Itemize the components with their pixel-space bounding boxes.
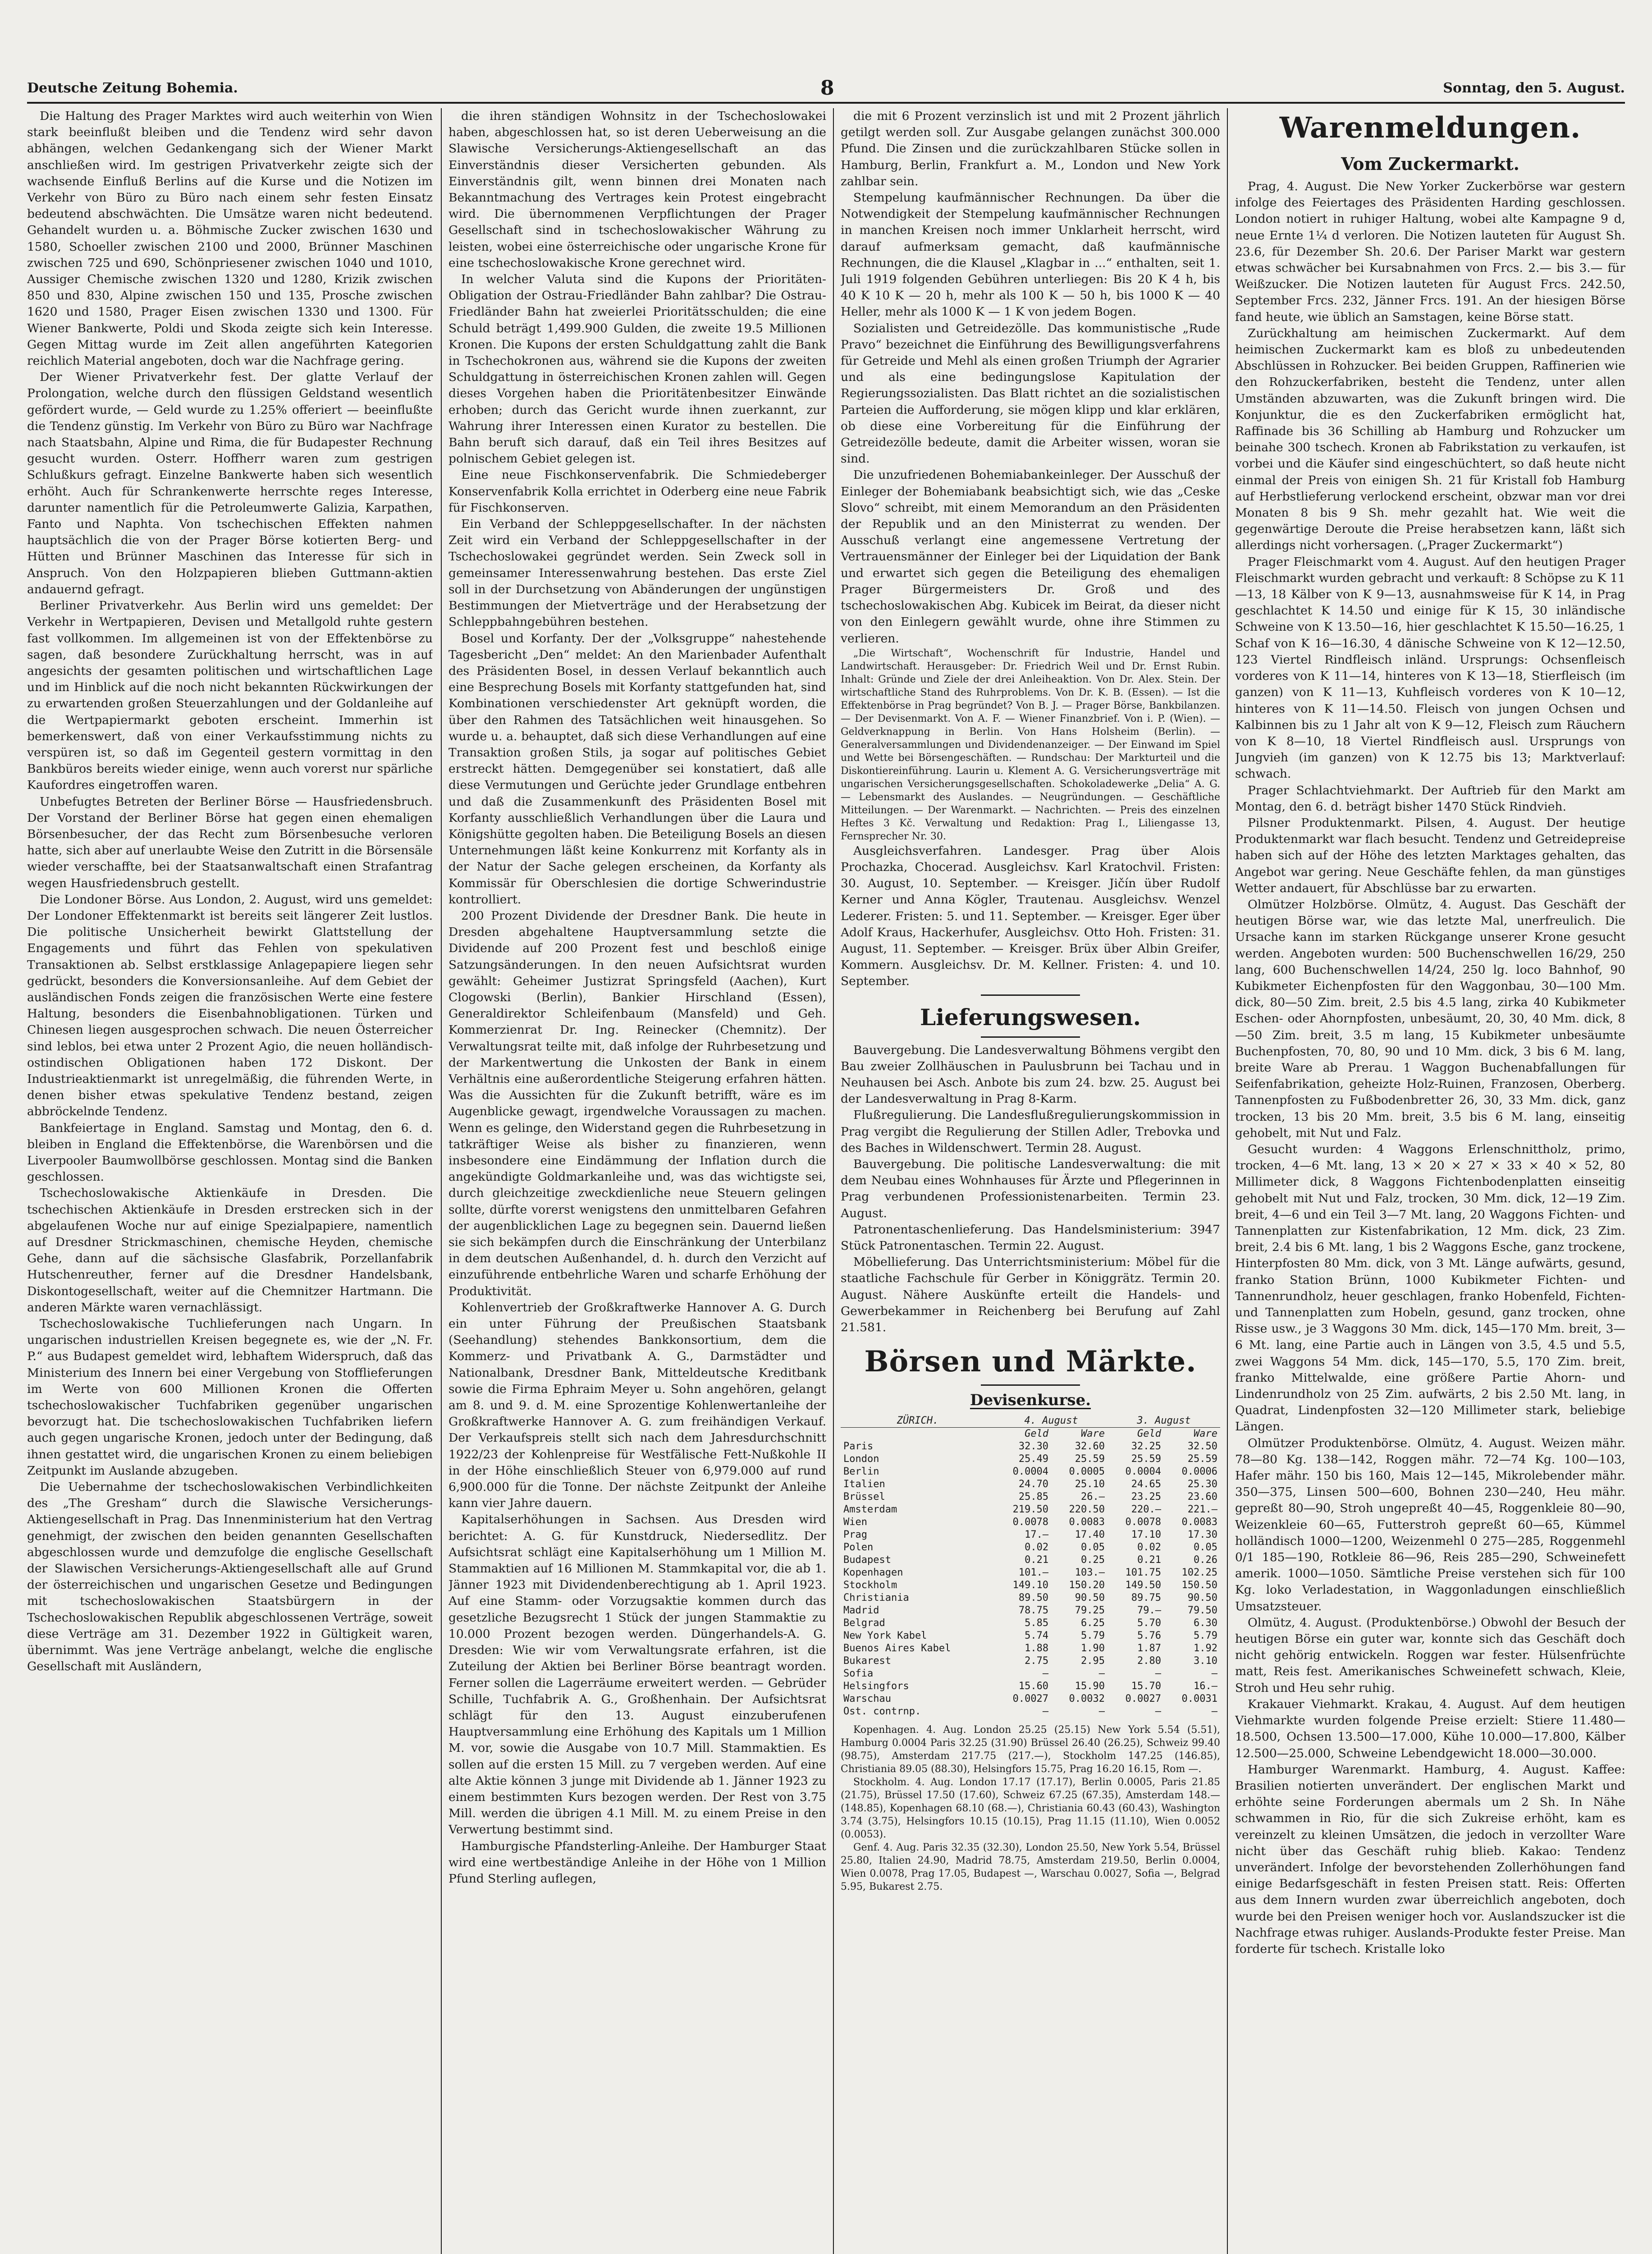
devisen-row: [841, 1541, 1220, 1554]
devisen-value: 0.21: [1137, 1554, 1161, 1566]
devisen-value: 6.30: [1194, 1617, 1217, 1629]
devisen-row: [841, 1630, 1220, 1642]
article-paragraph: Bankfeiertage in England. Samstag und Montag, den 6. d. bleiben in England die Effektenbörse, die Warenbörsen und die Liverpooler Baumwollbörse geschlossen. Montag sind die Banken geschlossen.: [27, 1121, 433, 1184]
devisen-place: Helsingfors: [843, 1681, 909, 1692]
devisen-value: 32.60: [1075, 1441, 1105, 1452]
column-2: [448, 108, 826, 2254]
devisen-value: 2.80: [1137, 1655, 1161, 1667]
devisen-value: 25.30: [1187, 1479, 1217, 1490]
article-paragraph: Kapitalserhöhungen in Sachsen. Aus Dresden wird berichtet: A. G. für Kunstdruck, Niedersedlitz. Der Aufsichtsrat schlägt eine Kapitalserhöhung um 1 Million M. Stammaktien auf 16 Millionen M. Stammkapital vor, die ab 1. Jänner 1923 mit Dividendenberechtigung ab 1. April 1923. Auf eine Stamm- oder Vorzugsaktie kommen durch das gesetzliche Bezugsrecht 1 Stück der jungen Stammaktie zu 10.000 Prozent bezogen werden. Düngerhandels-A. G. Dresden: Wie wir vom Verwaltungsrate erfahren, ist die Zuteilung der Aktien bei Berliner Börse beantragt worden. Ferner sollen die Lagerräume erweitert werden. — Gebrüder Schille, Tuchfabrik A. G., Großhenhain. Der Aufsichtsrat schlägt für den 13. August einzuberufenen Hauptversammlung eine Erhöhung des Kapitals um 1 Million M. vor, sowie die Ausgabe von 10.7 Mill. Stammaktien. Es sollen auf die ersten 15 Mill. zu 7 vergeben werden. Auf eine alte Aktie können 3 junge mit Dividende ab 1. Jänner 1923 zu einem bestimmten Kurs bezogen werden. Der Rest von 3.75 Mill. werden die übrigen 4.1 Mill. M. zu einem Preise in den Verwertung bestimmt sind.: [448, 1512, 826, 1837]
devisen-place: Amsterdam: [843, 1504, 897, 1516]
devisen-value: 0.05: [1194, 1542, 1217, 1553]
column-rule: [833, 108, 834, 2254]
devisen-value: 23.25: [1131, 1491, 1161, 1503]
devisen-value: 0.0027: [1012, 1693, 1049, 1705]
devisen-row: [841, 1466, 1220, 1478]
devisen-value: 79.50: [1187, 1605, 1217, 1617]
devisen-row: [841, 1516, 1220, 1529]
devisen-row: [841, 1693, 1220, 1705]
article-paragraph: Prager Schlachtviehmarkt. Der Auftrieb für den Markt am Montag, den 6. d. beträgt bisher 1470 Stück Rindvieh.: [1235, 783, 1625, 814]
devisen-row: [841, 1668, 1220, 1680]
devisen-place: Polen: [843, 1542, 874, 1553]
devisen-place: Warschau: [843, 1693, 891, 1705]
article-paragraph: Prag, 4. August. Die New Yorker Zuckerbörse war gestern infolge des Feiertages des Präsidenten Harding geschlossen. London notiert in ruhiger Haltung, wobei alte Kampagne 9 d, neue Ernte 1¼ d verloren. Die Notizen lauteten für August Sh. 23.6, für Dezember Sh. 20.6. Der Pariser Markt war gestern etwas schwächer bei Kursabnahmen von Frcs. 2.— bis 3.— für Weißzucker. Die Notizen lauteten für August Frcs. 242.50, September Frcs. 232, Jänner Frcs. 191. An der hiesigen Börse fand heute, wie üblich an Samstagen, keine Börse statt.: [1235, 179, 1625, 324]
article-paragraph: Ausgleichsverfahren. Landesger. Prag über Alois Prochazka, Chocerad. Ausgleichsv. Karl Kratochvil. Fristen: 30. August, 10. September. — Kreisger. Jičín über Rudolf Kerner und Anna Kögler, Trautenau. Ausgleichsv. Wenzel Lederer. Fristen: 5. und 11. September. — Kreisger. Eger über Adolf Kraus, Hackerhufer, Ausgleichsv. Otto Hoh. Fristen: 31. August, 11. September. — Kreisger. Brüx über Albin Greifer, Kommern. Ausgleichsv. Dr. M. Kellner. Fristen: 4. und 10. September.: [841, 843, 1220, 989]
article-paragraph: Gesucht wurden: 4 Waggons Erlenschnittholz, primo, trocken, 4—6 Mt. lang, 13 × 20 × 27 × 33 × 40 × 52, 80 Millimeter dick, 8 Waggons Fichtenbodenplatten einseitig gehobelt mit Nut und Falz, trocken, 30 Mm. dick, 12—19 Zim. breit, 4—6 und ein Teil 3—7 Mt. lang, 20 Waggons Fichten- und Tannenplatten zur Kistenfabrikation, 12 Mm. dick, 23 Zim. breit, 2.4 bis 6 Mt. lang, 1 bis 2 Waggons Esche, ganz trockene, Hinterpfosten 80 Mm. dick, von 3 Mt. Länge aufwärts, gesund, franko Station Brünn, 1000 Kubikmeter Fichten- und Tannenrundholz, heuer geschlagen, franko Hobenfeld, Fichten- und Tannenplatten zum Hobeln, gesund, ganz trocken, ohne Risse usw., je 3 Waggons 30 Mm. dick, 145—170 Mm. breit, 3—6 Mt. lang, eine Partie auch in Längen von 3.5, 4.5 und 5.5, zwei Waggons 54 Mm. dick, 145—170, 5.5, 170 Zim. breit, franko Mittelwalde, eine größere Partie Ahorn- und Lindenrundholz von 25 Zim. aufwärts, 2 bis 2.50 Mt. lang, in Quadrat, Lindenpfosten 32—120 Millimeter stark, beliebige Längen.: [1235, 1142, 1625, 1434]
devisen-value: —: [1155, 1706, 1161, 1718]
devisen-value: 1.88: [1025, 1643, 1049, 1654]
devisen-value: 149.50: [1125, 1580, 1161, 1591]
article-paragraph: Tschechoslowakische Tuchlieferungen nach Ungarn. In ungarischen industriellen Kreisen begegnete es, wie der „N. Fr. P.“ aus Budapest gemeldet wird, lebhaftem Widerspruch, daß das Ministerium des Innern bei einer Vergebung von Stofflieferungen im Werte von 600 Millionen Kronen die Offerten tschechoslowakischer Tuchfabriken gegenüber ungarischen bevorzugt hat. Die tschechoslowakischen Tuchfabriken liefern auch gegen ungarische Kronen, jedoch unter der Bedingung, daß ihnen gestattet wird, die ungarischen Kronen zu einem beliebigen Zeitpunkt im Auslande abzugeben.: [27, 1317, 433, 1478]
devisen-value: —: [1098, 1668, 1105, 1680]
devisen-value: 220.—: [1131, 1504, 1161, 1516]
devisen-place: Kopenhagen: [843, 1567, 903, 1579]
devisen-value: 5.76: [1137, 1630, 1161, 1642]
devisen-value: 6.25: [1081, 1617, 1105, 1629]
devisen-value: 17.10: [1131, 1529, 1161, 1541]
section-heading-lieferungswesen: Lieferungswesen.: [920, 1003, 1141, 1031]
article-paragraph: Hamburgische Pfandsterling-Anleihe. Der Hamburger Staat wird eine wertbeständige Anleihe in der Höhe von 1 Million Pfund Sterling auflegen,: [448, 1839, 826, 1886]
devisen-place: Buenos Aires Kabel: [843, 1643, 951, 1654]
devisen-value: 102.25: [1181, 1567, 1217, 1579]
article-paragraph: Pilsner Produktenmarkt. Pilsen, 4. August. Der heutige Produktenmarkt war flach besucht. Tendenz und Getreidepreise haben sich auf der Höhe des letzten Marktages gehalten, das Angebot war gering. Neue Geschäfte fehlen, da man günstiges Wetter andauert, für Abschlüsse bar zu erwarten.: [1235, 815, 1625, 895]
devisen-value: 0.02: [1025, 1542, 1049, 1553]
devisen-value: 0.02: [1137, 1542, 1161, 1553]
masthead-rule: [27, 102, 1625, 104]
devisen-value: 26.—: [1081, 1491, 1105, 1503]
devisen-value: 89.75: [1131, 1592, 1161, 1604]
article-paragraph: die mit 6 Prozent verzinslich ist und mit 2 Prozent jährlich getilgt werden soll. Zur Ausgabe gelangen zunächst 300.000 Pfund. Die Zinsen und die zurückzahlbaren Stücke sollen in Hamburg, Berlin, Frankfurt a. M., London und New York zahlbar sein.: [841, 109, 1220, 188]
devisen-value: 79.25: [1075, 1605, 1105, 1617]
col-ware: Ware: [1081, 1428, 1105, 1440]
col-ware: Ware: [1194, 1428, 1217, 1440]
column-4: [1235, 108, 1625, 2254]
page-number: 8: [820, 77, 834, 100]
devisen-value: 5.85: [1025, 1617, 1049, 1629]
devisen-value: 2.95: [1081, 1655, 1105, 1667]
devisen-value: 79.—: [1137, 1605, 1161, 1617]
devisen-value: 1.87: [1137, 1643, 1161, 1654]
devisen-value: 25.85: [1018, 1491, 1049, 1503]
devisen-place: Bukarest: [843, 1655, 891, 1667]
devisen-place: Wien: [843, 1516, 867, 1528]
devisen-value: 0.0006: [1181, 1466, 1217, 1478]
market-note: Genf. 4. Aug. Paris 32.35 (32.30), London 25.50, New York 5.54, Brüssel 25.80, Italien 24.90, Madrid 78.75, Amsterdam 219.50, Berlin 0.0004, Wien 0.0078, Prag 17.05, Budapest —, Warschau 0.0027, Sofia —, Belgrad 5.95, Bukarest 2.75.: [841, 1842, 1220, 1893]
devisen-value: 1.90: [1081, 1643, 1105, 1654]
devisen-value: 0.0083: [1181, 1516, 1217, 1528]
section-subheading-zuckermarkt: Vom Zuckermarkt.: [1341, 154, 1519, 174]
devisen-value: 16.—: [1194, 1681, 1217, 1692]
article-paragraph: Kohlenvertrieb der Großkraftwerke Hannover A. G. Durch ein unter Führung der Preußischen Staatsbank (Seehandlung) stehendes Bankkonsortium, dem die Kommerz- und Privatbank A. G., Darmstädter und Nationalbank, Dresdner Bank, Mitteldeutsche Kreditbank sowie die Firma Ephraim Meyer u. Sohn angehören, gelangt am 8. und 9. d. M. eine Sprozentige Kohlenwertanleihe der Großkraftwerke Hannover A. G. zum freihändigen Verkauf. Der Verkaufspreis stellt sich nach dem Jahresdurchschnitt 1922/23 der Kohlenpreise für Westfälische Fett-Nußkohle II in der Höhe einschließlich Steuer von 6,979.000 auf rund 6,900.000 für die Tonne. Der nächste Zeitpunkt der Anleihe kann vier Jahre dauern.: [448, 1300, 826, 1511]
devisen-place: Madrid: [843, 1605, 879, 1617]
section-heading-warenmeldungen: Warenmeldungen.: [1279, 111, 1581, 145]
masthead: [27, 77, 1625, 103]
devisen-value: 17.40: [1075, 1529, 1105, 1541]
devisen-place: Brüssel: [843, 1491, 885, 1503]
article-paragraph: Hamburger Warenmarkt. Hamburg, 4. August. Kaffee: Brasilien notierten unverändert. Der englischen Markt und erhöhte seine Forderungen abermals um 2 Sh. In Nähe schwammen in Rio, für die sich Zukreise erhöht, kam es vereinzelt zu kleinen Umsätzen, die jedoch in verzollter Ware nicht über das Geschäft ruhig blieb. Kakao: Tendenz unverändert. Infolge der bevorstehenden Zollerhöhungen fand einige Bedarfsgeschäft in festen Preisen statt. Reis: Offerten aus dem Innern wurden zwar überreichlich angeboten, doch wurde bei den Preisen weniger hoch vor. Auslandszucker ist die Nachfrage etwas ruhiger. Auslands-Produkte fester Preise. Man forderte für tschech. Kristalle loko: [1235, 1762, 1625, 1956]
article-paragraph: Berliner Privatverkehr. Aus Berlin wird uns gemeldet: Der Verkehr in Wertpapieren, Devisen und Metallgold ruhte gestern fast vollkommen. Im allgemeinen ist von der Effektenbörse zu sagen, daß besondere Zurückhaltung herrscht, was in auf angesichts der gesamten politischen und wirtschaftlichen Lage und im Hinblick auf die noch nicht bekannten Rückwirkungen der zu erwartenden großen Steuerzahlungen und der Goldanleihe auf die Wertpapiermarkt geboten erscheint. Immerhin ist bemerkenswert, daß von einer Verkaufsstimmung nichts zu verspüren ist, so daß im Gegenteil gestern vormittag in den Bankbüros bereits wieder einige, wenn auch vorerst nur spärliche Kaufordres eingetroffen waren.: [27, 599, 433, 793]
devisen-value: 24.65: [1131, 1479, 1161, 1490]
devisen-value: 1.92: [1194, 1643, 1217, 1654]
article-paragraph: Unbefugtes Betreten der Berliner Börse — Hausfriedensbruch. Der Vorstand der Berliner Börse hat gegen einen ehemaligen Börsenbesucher, der das Recht zum Börsenbesuche verloren hatte, sich aber auf unerlaubte Weise den Zutritt in die Börsensäle wieder verschaffte, bei der Staatsanwaltschaft einen Strafantrag wegen Hausfriedensbruch gestellt.: [27, 794, 433, 890]
devisen-value: 15.90: [1075, 1681, 1105, 1692]
devisen-value: 0.0078: [1125, 1516, 1161, 1528]
article-paragraph: Olmütz, 4. August. (Produktenbörse.) Obwohl der Besuch der heutigen Börse ein guter war, konnte sich das Geschäft doch nicht gehörig entwickeln. Roggen war fester. Hülsenfrüchte matt, Reis fest. Amerikanisches Schweinefett schwach, Kleie, Stroh und Heu sehr ruhig.: [1235, 1615, 1625, 1695]
devisen-value: 15.60: [1018, 1681, 1049, 1692]
devisen-place: Prag: [843, 1529, 867, 1541]
devisen-value: 25.59: [1131, 1453, 1161, 1465]
devisen-value: 0.0032: [1069, 1693, 1105, 1705]
devisen-place: Italien: [843, 1479, 885, 1490]
devisen-value: 5.79: [1081, 1630, 1105, 1642]
devisen-value: 103.—: [1075, 1567, 1105, 1579]
devisen-row: [841, 1705, 1220, 1718]
column-rule: [441, 108, 442, 2254]
article-paragraph: Die Londoner Börse. Aus London, 2. August, wird uns gemeldet: Der Londoner Effektenmarkt ist bereits seit längerer Zeit lustlos. Die politische Unsicherheit bewirkt Glattstellung der Engagements und führt das Fehlen von spekulativen Transaktionen ab. Selbst erstklassige Anlagepapiere liegen sehr gedrückt, besonders die Konversionsanleihe. Auf dem Gebiet der ausländischen Fonds zeigen die französischen Werte eine festere Haltung, besonders die Eisenbahnobligationen. Türken und Chinesen liegen ausgesprochen schwach. Die neuen Österreicher sind leblos, bei etwa unter 2 Prozent Agio, die neuen holländisch-ostindischen Obligationen haben 172 Diskont. Der Industrieaktienmarkt ist unregelmäßig, die führenden Werte, in denen bisher etwas spekulative Tendenz bestand, zeigen abbröckelnde Tendenz.: [27, 892, 433, 1119]
devisen-value: 0.0004: [1012, 1466, 1049, 1478]
devisen-row: [841, 1579, 1220, 1592]
devisen-value: 0.0031: [1181, 1693, 1217, 1705]
devisen-row: [841, 1680, 1220, 1693]
issue-date: Sonntag, den 5. August.: [1443, 80, 1625, 96]
devisen-value: 17.—: [1025, 1529, 1049, 1541]
article-paragraph: In welcher Valuta sind die Kupons der Prioritäten-Obligation der Ostrau-Friedländer Bahn zahlbar? Die Ostrau-Friedländer Bahn hat zweierlei Prioritätsschulden; die eine Schuld beträgt 1,499.900 Gulden, die zweite 19.5 Millionen Kronen. Die Kupons der ersten Schuldgattung zahlt die Bank in Tschechokronen aus, während sie die Kupons der zweiten Schuldgattung in österreichischen Kronen zahlen will. Gegen dieses Vorgehen haben die Prioritätenbesitzer Einwände erhoben; durch das Gericht wurde ihnen zuerkannt, zur Wahrung ihrer Interessen einen Kurator zu bestellen. Die Bahn beruft sich darauf, daß ein Teil ihres Besitzes auf polnischem Gebiet gelegen ist.: [448, 272, 826, 466]
devisen-row: [841, 1440, 1220, 1453]
devisen-value: 23.60: [1187, 1491, 1217, 1503]
devisen-value: 0.0005: [1069, 1466, 1105, 1478]
article-paragraph: Olmützer Produktenbörse. Olmütz, 4. August. Weizen mähr. 78—80 Kg. 138—142, Roggen mähr. 72—74 Kg. 100—103, Hafer mähr. 150 bis 160, Mais 12—145, Mikrolebender mähr. 350—375, Linsen 500—600, Bohnen 230—240, Heu mähr. gepreßt 80—90, Stroh ungepreßt 40—45, Roggenkleie 80—90, Weizenkleie 60—65, Futterstroh gepreßt 60—65, Kümmel holländisch 1000—1200, Weizenmehl 0 275—285, Roggenmehl 0/1 185—190, Rotkleie 86—96, Reis 285—290, Schweinefett amerik. 1000—1050. Sämtliche Preise verstehen sich für 100 Kg. loko Verladestation, in Waggonladungen einschließlich Umsatzsteuer.: [1235, 1436, 1625, 1613]
devisen-value: 25.59: [1075, 1453, 1105, 1465]
devisen-place: Budapest: [843, 1554, 891, 1566]
devisen-value: 25.59: [1187, 1453, 1217, 1465]
devisen-value: 24.70: [1018, 1479, 1049, 1490]
devisen-value: 3.10: [1194, 1655, 1217, 1667]
devisen-value: 89.50: [1018, 1592, 1049, 1604]
article-paragraph: Bauvergebung. Die politische Landesverwaltung: die mit dem Neubau eines Wohnhauses für Ärzte und Pflegerinnen in Prag verbundenen Professionistenarbeiten. Termin 23. August.: [841, 1157, 1220, 1220]
section-heading-boersen: Börsen und Märkte.: [864, 1345, 1197, 1379]
article-paragraph: Sozialisten und Getreidezölle. Das kommunistische „Rude Pravo“ bezeichnet die Einführung des Bewilligungsverfahrens für Getreide und Mehl als einen großen Triumph der Agrarier und als eine bedingungslose Kapitulation der Regierungssozialisten. Das Blatt richtet an die sozialistischen Parteien die Aufforderung, sie mögen klipp und klar erklären, ob diese eine Vorbereitung für die Einführung der Getreidezölle bedeute, damit die Arbeiter wissen, woran sie sind.: [841, 321, 1220, 466]
article-paragraph: Eine neue Fischkonservenfabrik. Die Schmiedeberger Konservenfabrik Kolla errichtet in Oderberg eine neue Fabrik für Fischkonserven.: [448, 468, 826, 515]
article-paragraph: Bauvergebung. Die Landesverwaltung Böhmens vergibt den Bau zweier Zollhäuschen in Paulusbrunn bei Tachau und in Neuhausen bei Asch. Anbote bis zum 24. bzw. 25. August bei der Landesverwaltung in Prag 8-Karm.: [841, 1043, 1220, 1106]
devisen-value: 90.50: [1187, 1592, 1217, 1604]
devisen-value: 15.70: [1131, 1681, 1161, 1692]
article-paragraph: Bosel und Korfanty. Der der „Volksgruppe“ nahestehende Tagesbericht „Den“ meldet: An den Marienbader Aufenthalt des Präsidenten Bosel, in dessen Verlauf bekanntlich auch eine Besprechung Bosels mit Korfanty stattgefunden hat, sind Kombinationen verschiedenster Art geknüpft worden, die über den Rahmen des Tatsächlichen weit hinausgehen. So wurde u. a. behauptet, daß sich diese Verhandlungen auf eine Transaktion großen Stils, ja sogar auf politisches Gebiet erstreckt hätten. Demgegenüber sei konstatiert, daß alle diese Vermutungen und Gerüchte jeder Grundlage entbehren und daß die Zusammenkunft des Präsidenten Bosel mit Korfanty ausschließlich Verhandlungen über die Laura und Königshütte gegolten haben. Die Beteiligung Bosels an diesen Unternehmungen läßt keine Konkurrenz mit Korfanty als in der Natur der Sache gelegen erscheinen, da Korfanty als Kommissär für Oberschlesien die dortige Schwerindustrie kontrolliert.: [448, 631, 826, 907]
devisen-place: Ost. contrnp.: [843, 1706, 921, 1718]
devisen-place: Sofia: [843, 1668, 874, 1680]
devisen-row: [841, 1617, 1220, 1630]
devisen-value: 5.74: [1025, 1630, 1049, 1642]
devisen-date-2: 3. August: [1107, 1415, 1220, 1428]
devisen-value: —: [1155, 1668, 1161, 1680]
devisen-value: 25.49: [1018, 1453, 1049, 1465]
devisen-value: 0.26: [1194, 1554, 1217, 1566]
devisen-row: [841, 1592, 1220, 1604]
column-1: [27, 108, 433, 2254]
devisen-row: [841, 1567, 1220, 1579]
article-paragraph: Zurückhaltung am heimischen Zuckermarkt. Auf dem heimischen Zuckermarkt kam es bloß zu unbedeutenden Abschlüssen in Rohzucker. Bei beiden Gruppen, Raffinerien wie den Rohzuckerfabriken, besteht die Tendenz, unter allen Umständen abzuwarten, was die Zukunft bringen wird. Die Konjunktur, die es den Zuckerfabriken ermöglicht hat, Raffinade bis 36 Schilling ab Hamburg und Rohzucker um beinahe 300 tschech. Kronen ab Fabrikstation zu verkaufen, ist vorbei und die Käufer sind eingeschüchtert, so daß heute nicht einmal der Preis von einigen Sh. 21 für Kristall fob Hamburg auf Herbstlieferung verlockend erscheint, obzwar man vor drei Monaten 8 bis 9 Sh. mehr gezahlt hat. Wie weit die gegenwärtige Deroute die Preise herabsetzen kann, läßt sich allerdings nicht vorhersagen. („Prager Zuckermarkt“): [1235, 326, 1625, 553]
devisen-value: —: [1098, 1706, 1105, 1718]
paper-title: Deutsche Zeitung Bohemia.: [27, 80, 238, 96]
devisen-value: 25.10: [1075, 1479, 1105, 1490]
devisen-value: 219.50: [1012, 1504, 1049, 1516]
article-paragraph: Die Haltung des Prager Marktes wird auch weiterhin von Wien stark beeinflußt bleiben und die Tendenz wird sehr davon abhängen, welchen Gedankengang sich der Wiener Markt anschließen wird. Im gestrigen Privatverkehr zeigte sich der wachsende Einfluß Berlins auf die Kurse und die Notizen im Verkehr von Büro zu Büro nach einem sehr festen Einsatz bedeutend abschwächten. Die Umsätze waren nicht bedeutend. Gehandelt wurden u. a. Böhmische Zucker zwischen 1630 und 1580, Schoeller zwischen 2100 und 2000, Brünner Maschinen zwischen 725 und 690, Schönpriesener zwischen 1040 und 1010, Aussiger Chemische zwischen 1320 und 1280, Krizik zwischen 850 und 830, Alpine zwischen 150 und 135, Prosche zwischen 1620 und 1580, Prager Eisen zwischen 1330 und 1300. Für Wiener Bankwerte, Poldi und Skoda zeigte sich kein Interesse. Gegen Mittag wurde im Zeit allen angeführten Kategorien reichlich Material angeboten, doch war die Nachfrage gering.: [27, 109, 433, 368]
article-paragraph: Ein Verband der Schleppgesellschafter. In der nächsten Zeit wird ein Verband der Schleppgesellschafter in der Tschechoslowakei gegründet werden. Sein Zweck soll in gemeinsamer Interessenwahrung bestehen. Das erste Ziel soll in der Durchsetzung von Abänderungen der ungünstigen Bestimmungen der Mietverträge und der Herabsetzung der Schleppbahngebühren bestehen.: [448, 517, 826, 629]
devisen-row: [841, 1491, 1220, 1503]
devisen-city: ZÜRICH.: [841, 1415, 995, 1428]
devisen-value: 101.75: [1125, 1567, 1161, 1579]
article-paragraph: Olmützer Holzbörse. Olmütz, 4. August. Das Geschäft der heutigen Börse war, wie das letzte Mal, unerfreulich. Die Ursache kann im starken Rückgange unserer Krone gesucht werden. Angeboten wurden: 500 Buchenschwellen 16/29, 250 lang, 600 Buchenschwellen 14/24, 250 lg. loco Bahnhof, 90 Kubikmeter Eichenpfosten für den Waggonbau, 30—100 Mm. dick, 80—50 Zim. breit, 2.5 bis 4.5 lang, zirka 40 Kubikmeter Eschen- oder Ahornpfosten, unbesäumt, 20, 30, 40 Mm. dick, 8—50 Zim. breit, 3.5 m lang, 15 Kubikmeter unbesäumte Buchenpfosten, 70, 80, 90 und 10 Mm. dick, 3 bis 6 M. lang, breite Ware ab Prerau. 1 Waggon Buchenabfallungen für Seifenfabrikation, geheizte Holz-Ruinen, Franzosen, Oberberg. Tannenpfosten zu Fußbodenbretter 26, 30, 33 Mm. dick, ganz trocken, 13 bis 20 Mm. breit, 3.5 bis 6 M. lang, einseitig gehobelt, mit Nut und Falz.: [1235, 897, 1625, 1140]
article-paragraph: Stempelung kaufmännischer Rechnungen. Da über die Notwendigkeit der Stempelung kaufmännischer Rechnungen in manchen Kreisen noch immer Unklarheit herrscht, wird darauf aufmerksam gemacht, daß kaufmännische Rechnungen, die die Klausel „Klagbar in ...“ enthalten, seit 1. Juli 1919 folgenden Gebühren unterliegen: Bis 20 K 4 h, bis 40 K 10 K — 20 h, mehr als 100 K — 50 h, bis 1000 K — 40 Heller, mehr als 1000 K — 1 K von jedem Bogen.: [841, 191, 1220, 319]
col-geld: Geld: [1025, 1428, 1049, 1440]
devisen-value: —: [1211, 1706, 1217, 1718]
devisen-value: 150.20: [1069, 1580, 1105, 1591]
article-paragraph: Prager Fleischmarkt vom 4. August. Auf den heutigen Prager Fleischmarkt wurden gebracht und verkauft: 8 Schöpse zu K 11—13, 18 Kälber von K 9—13, ausnahmsweise für K 14, in Prag geschlachtet K 14.50 und einige für K 15, 30 inländische Schweine von K 13.50—16, hier geschlachtet K 15.50—16.25, 1 Schaf von K 16—16.30, 4 dänische Schweine von K 12—12.50, 123 Viertel Rindfleisch inländ. Ursprungs: Ochsenfleisch vorderes von K 11—14, hinteres von K 13—18, Stierfleisch (im ganzen) von K 11—13, Kuhfleisch vorderes von K 10—12, hinteres von K 11—14.50. Fleisch von jungen Ochsen und Kalbinnen bis zu 1 Jahr alt von K 9—12, Fleisch zum Räuchern von K 8—10, 18 Viertel Rindfleisch ausl. Ursprungs von Jungvieh (im ganzen) von K 12.75 bis 13; Marktverlauf: schwach.: [1235, 554, 1625, 781]
devisen-place: London: [843, 1453, 879, 1465]
col-geld: Geld: [1137, 1428, 1161, 1440]
devisen-place: Christiania: [843, 1592, 909, 1604]
devisen-row: [841, 1478, 1220, 1491]
devisen-value: 0.21: [1025, 1554, 1049, 1566]
devisen-value: 221.—: [1187, 1504, 1217, 1516]
devisen-value: 0.0078: [1012, 1516, 1049, 1528]
devisen-value: 149.10: [1012, 1580, 1049, 1591]
devisen-row: [841, 1642, 1220, 1655]
article-paragraph: „Die Wirtschaft“, Wochenschrift für Industrie, Handel und Landwirtschaft. Herausgeber: Dr. Friedrich Weil und Dr. Ernst Rubin. Inhalt: Gründe und Ziele der drei Anleiheaktion. Von Dr. Alex. Stein. Der wirtschaftliche Stand des Ruhrproblems. Von Dr. K. B. (Essen). — Ist die Effektenbörse in Prag begründet? Von B. J. — Prager Börse, Bankbilanzen. — Der Devisenmarkt. Von A. F. — Wiener Finanzbrief. Von i. P. (Wien). — Geldverknappung in Berlin. Von Hans Holsheim (Berlin). — Generalversammlungen und Dividendenanzeiger. — Der Einwand im Spiel und Wette bei Börsengeschäften. — Rundschau: Der Markturteil und die Diskontiereinführung. Laurin u. Klement A. G. Versicherungsverträge mit ungarischen Versicherungsgesellschaften. Schokoladewerke „Delia“ A. G. — Lebensmarkt des Auslandes. — Neugründungen. — Geschäftliche Mitteilungen. — Der Warenmarkt. — Nachrichten. — Preis des einzelnen Heftes 3 Kč. Verwaltung und Redaktion: Prag I., Liliengasse 13, Fernsprecher Nr. 30.: [841, 647, 1220, 842]
devisen-value: 0.0004: [1125, 1466, 1161, 1478]
devisen-value: 220.50: [1069, 1504, 1105, 1516]
devisen-row: [841, 1453, 1220, 1466]
devisen-row: [841, 1655, 1220, 1668]
article-paragraph: Der Wiener Privatverkehr fest. Der glatte Verlauf der Prolongation, welche durch den flüssigen Geldstand wesentlich gefördert wurde, — Geld wurde zu 1.25% offeriert — beeinflußte die Tendenz günstig. Im Verkehr von Büro zu Büro war Nachfrage nach Staatsbahn, Alpine und Rima, die für Budapester Rechnung gesucht wurden. Osterr. Hoffherr waren zum gestrigen Schlußkurs gefragt. Einzelne Bankwerte haben sich wesentlich erhöht. Auch für Schrankenwerte herrschte reges Interesse, darunter namentlich für die Petroleumwerte Galizia, Karpathen, Fanto und Naphta. Von tschechischen Effekten nahmen hauptsächlich die von der Prager Börse kotierten Berg- und Hütten und Brünner Maschinen das Interesse für sich in Anspruch. Von den Holzpapieren blieben Guttmann-aktien andauernd gefragt.: [27, 370, 433, 596]
devisen-place: Belgrad: [843, 1617, 885, 1629]
article-paragraph: Tschechoslowakische Aktienkäufe in Dresden. Die tschechischen Aktienkäufe in Dresden erstrecken sich in der abgelaufenen Woche nur auf einige Spezialpapiere, namentlich auf Dresdner Strickmaschinen, chemische Heyden, chemische Gehe, dann auf die sächsische Glasfabrik, Porzellanfabrik Hutschenreuther, ferner auf die Dresdner Handelsbank, Diskontogesellschaft, weiter auf die Chemnitzer Hartmann. Die anderen Märkte waren vernachlässigt.: [27, 1186, 433, 1315]
devisen-value: —: [1042, 1706, 1049, 1718]
article-paragraph: Flußregulierung. Die Landesflußregulierungskommission in Prag vergibt die Regulierung der Stillen Adler, Trebovka und des Baches in Wildenschwert. Termin 28. August.: [841, 1108, 1220, 1155]
devisen-value: 5.70: [1137, 1617, 1161, 1629]
devisen-place: Paris: [843, 1441, 874, 1452]
devisen-value: 0.05: [1081, 1542, 1105, 1553]
devisen-value: 32.50: [1187, 1441, 1217, 1452]
article-paragraph: Patronentaschenlieferung. Das Handelsministerium: 3947 Stück Patronentaschen. Termin 22. August.: [841, 1222, 1220, 1253]
section-divider: [981, 1384, 1080, 1386]
devisen-value: 0.0027: [1125, 1693, 1161, 1705]
market-note: Kopenhagen. 4. Aug. London 25.25 (25.15) New York 5.54 (5.51), Hamburg 0.0004 Paris 32.25 (31.90) Brüssel 26.40 (26.25), Schweiz 99.40 (98.75), Amsterdam 217.75 (217.—), Stockholm 147.25 (146.85), Christiania 89.05 (88.30), Helsingfors 15.75, Prag 16.20 16.15, Rom —.: [841, 1724, 1220, 1775]
devisen-date-1: 4. August: [995, 1415, 1107, 1428]
devisen-value: —: [1042, 1668, 1049, 1680]
devisen-value: 0.25: [1081, 1554, 1105, 1566]
devisen-value: 32.30: [1018, 1441, 1049, 1452]
devisen-value: 2.75: [1025, 1655, 1049, 1667]
devisen-value: 5.79: [1194, 1630, 1217, 1642]
article-paragraph: Die Uebernahme der tschechoslowakischen Verbindlichkeiten des „The Gresham“ durch die Slawische Versicherungs-Aktiengesellschaft in Prag. Das Innenministerium hat den Vertrag genehmigt, der zwischen den beiden genannten Gesellschaften abgeschlossen wurde und demzufolge die englische Gesellschaft der Slawischen Versicherungs-Aktiengesellschaft alle auf Grund der österreichischen und ungarischen Gesetze und Bedingungen mit tschechoslowakischen Staatsbürgern in der Tschechoslowakischen Republik abgeschlossenen Verträge, soweit diese Verträge am 31. Dezember 1922 in Gültigkeit waren, übernimmt. Was jene Verträge anbelangt, welche die englische Gesellschaft mit Ausländern,: [27, 1480, 433, 1674]
devisen-value: 90.50: [1075, 1592, 1105, 1604]
article-paragraph: Krakauer Viehmarkt. Krakau, 4. August. Auf dem heutigen Viehmarkte wurden folgende Preise erzielt: Stiere 11.480—18.500, Ochsen 13.500—17.000, Kühe 10.000—17.800, Kälber 12.500—25.000, Schweine Lebendgewicht 18.000—30.000.: [1235, 1697, 1625, 1760]
devisen-value: 150.50: [1181, 1580, 1217, 1591]
article-paragraph: die ihren ständigen Wohnsitz in der Tschechoslowakei haben, abgeschlossen hat, so ist deren Ueberweisung an die Slawische Versicherungs-Aktiengesellschaft an das Einverständnis dieser Versicherten gebunden. Als Einverständnis gilt, wenn binnen drei Monaten nach Bekanntmachung des Vertrages kein Protest eingebracht wird. Die übernommenen Verpflichtungen der Prager Gesellschaft sind in tschechoslowakischer Währung zu leisten, wobei eine österreichische oder ungarische Krone für eine tschechoslowakische Krone gerechnet wird.: [448, 109, 826, 270]
devisen-heading: Devisenkurse.: [970, 1391, 1091, 1410]
devisen-value: 78.75: [1018, 1605, 1049, 1617]
column-3: [841, 108, 1220, 2254]
article-paragraph: 200 Prozent Dividende der Dresdner Bank. Die heute in Dresden abgehaltene Hauptversammlung setzte die Dividende auf 200 Prozent fest und beschloß einige Satzungsänderungen. In den neuen Aufsichtsrat wurden gewählt: Geheimer Justizrat Springsfeld (Aachen), Kurt Clogowski (Berlin), Bankier Hirschland (Essen), Generaldirektor Schleifenbaum (Mansfeld) und Geh. Kommerzienrat Dr. Ing. Reinecker (Chemnitz). Der Verwaltungsrat teilte mit, daß infolge der Ruhrbesetzung und der Markentwertung die Unkosten der Bank in einem Verhältnis eine außerordentliche Steigerung erfahren hätten. Was die Aussichten für die Zukunft betrifft, wäre es im Augenblicke gewagt, irgendwelche Voraussagen zu machen. Wenn es gelinge, den Widerstand gegen die Ruhrbesetzung in tatkräftiger Weise als bisher zu finanzieren, wenn insbesondere eine Eindämmung der Inflation durch die angekündigte Goldmarkanleihe und, was das wichtigste sei, durch gleichzeitige zweckdienliche neue Steuern gelingen sollte, dürfte vorerst wenigstens den unmittelbaren Gefahren der augenblicklichen Lage zu begegnen sein. Dauernd ließen sie sich bekämpfen durch die Einschränkung der Unterbilanz in dem deutschen Außenhandel, d. h. durch den Verzicht auf einzuführende entbehrliche Waren und scharfe Erhöhung der Produktivität.: [448, 908, 826, 1298]
column-rule: [1227, 108, 1228, 2254]
devisen-place: Berlin: [843, 1466, 879, 1478]
devisen-row: [841, 1554, 1220, 1567]
devisen-value: 32.25: [1131, 1441, 1161, 1452]
article-paragraph: Möbellieferung. Das Unterrichtsministerium: Möbel für die staatliche Fachschule für Gerber in Königgrätz. Termin 20. August. Nähere Auskünfte erteilt die Handels- und Gewerbekammer in Reichenberg bei Berufung auf Zahl 21.581.: [841, 1255, 1220, 1334]
devisen-table: [841, 1415, 1220, 1718]
market-note: Stockholm. 4. Aug. London 17.17 (17.17), Berlin 0.0005, Paris 21.85 (21.75), Brüssel 17.50 (17.60), Schweiz 67.25 (67.35), Amsterdam 148.— (148.85), Kopenhagen 68.10 (68.—), Christiania 60.43 (60.43), Washington 3.74 (3.75), Helsingfors 10.15 (10.15), Prag 11.15 (11.10), Wien 0.0052 (0.0053).: [841, 1777, 1220, 1841]
devisen-value: —: [1211, 1668, 1217, 1680]
devisen-value: 17.30: [1187, 1529, 1217, 1541]
devisen-value: 101.—: [1018, 1567, 1049, 1579]
article-paragraph: Die unzufriedenen Bohemiabankeinleger. Der Ausschuß der Einleger der Bohemiabank beabsichtigt sich, wie das „Ceske Slovo“ schreibt, mit einem Memorandum an den Präsidenten der Republik und an den Ministerrat zu wenden. Der Ausschuß verlangt eine angemessene Vertretung der Vertrauensmänner der Einleger bei der Liquidation der Bank und erwartet sich gegen die Beteiligung des ehemaligen Prager Bürgermeisters Dr. Groß und des tschechoslowakischen Abg. Kubicek im Beirat, da dieser nicht von den Einlegern gewählt wurde, ohne ihre Stimmen zu verlieren.: [841, 468, 1220, 646]
devisen-value: 0.0083: [1069, 1516, 1105, 1528]
devisen-place: Stockholm: [843, 1580, 897, 1591]
devisen-place: New York Kabel: [843, 1630, 927, 1642]
devisen-row: [841, 1529, 1220, 1541]
section-divider: [981, 1036, 1080, 1038]
section-divider: [981, 994, 1080, 996]
devisen-row: [841, 1503, 1220, 1516]
devisen-row: [841, 1604, 1220, 1617]
